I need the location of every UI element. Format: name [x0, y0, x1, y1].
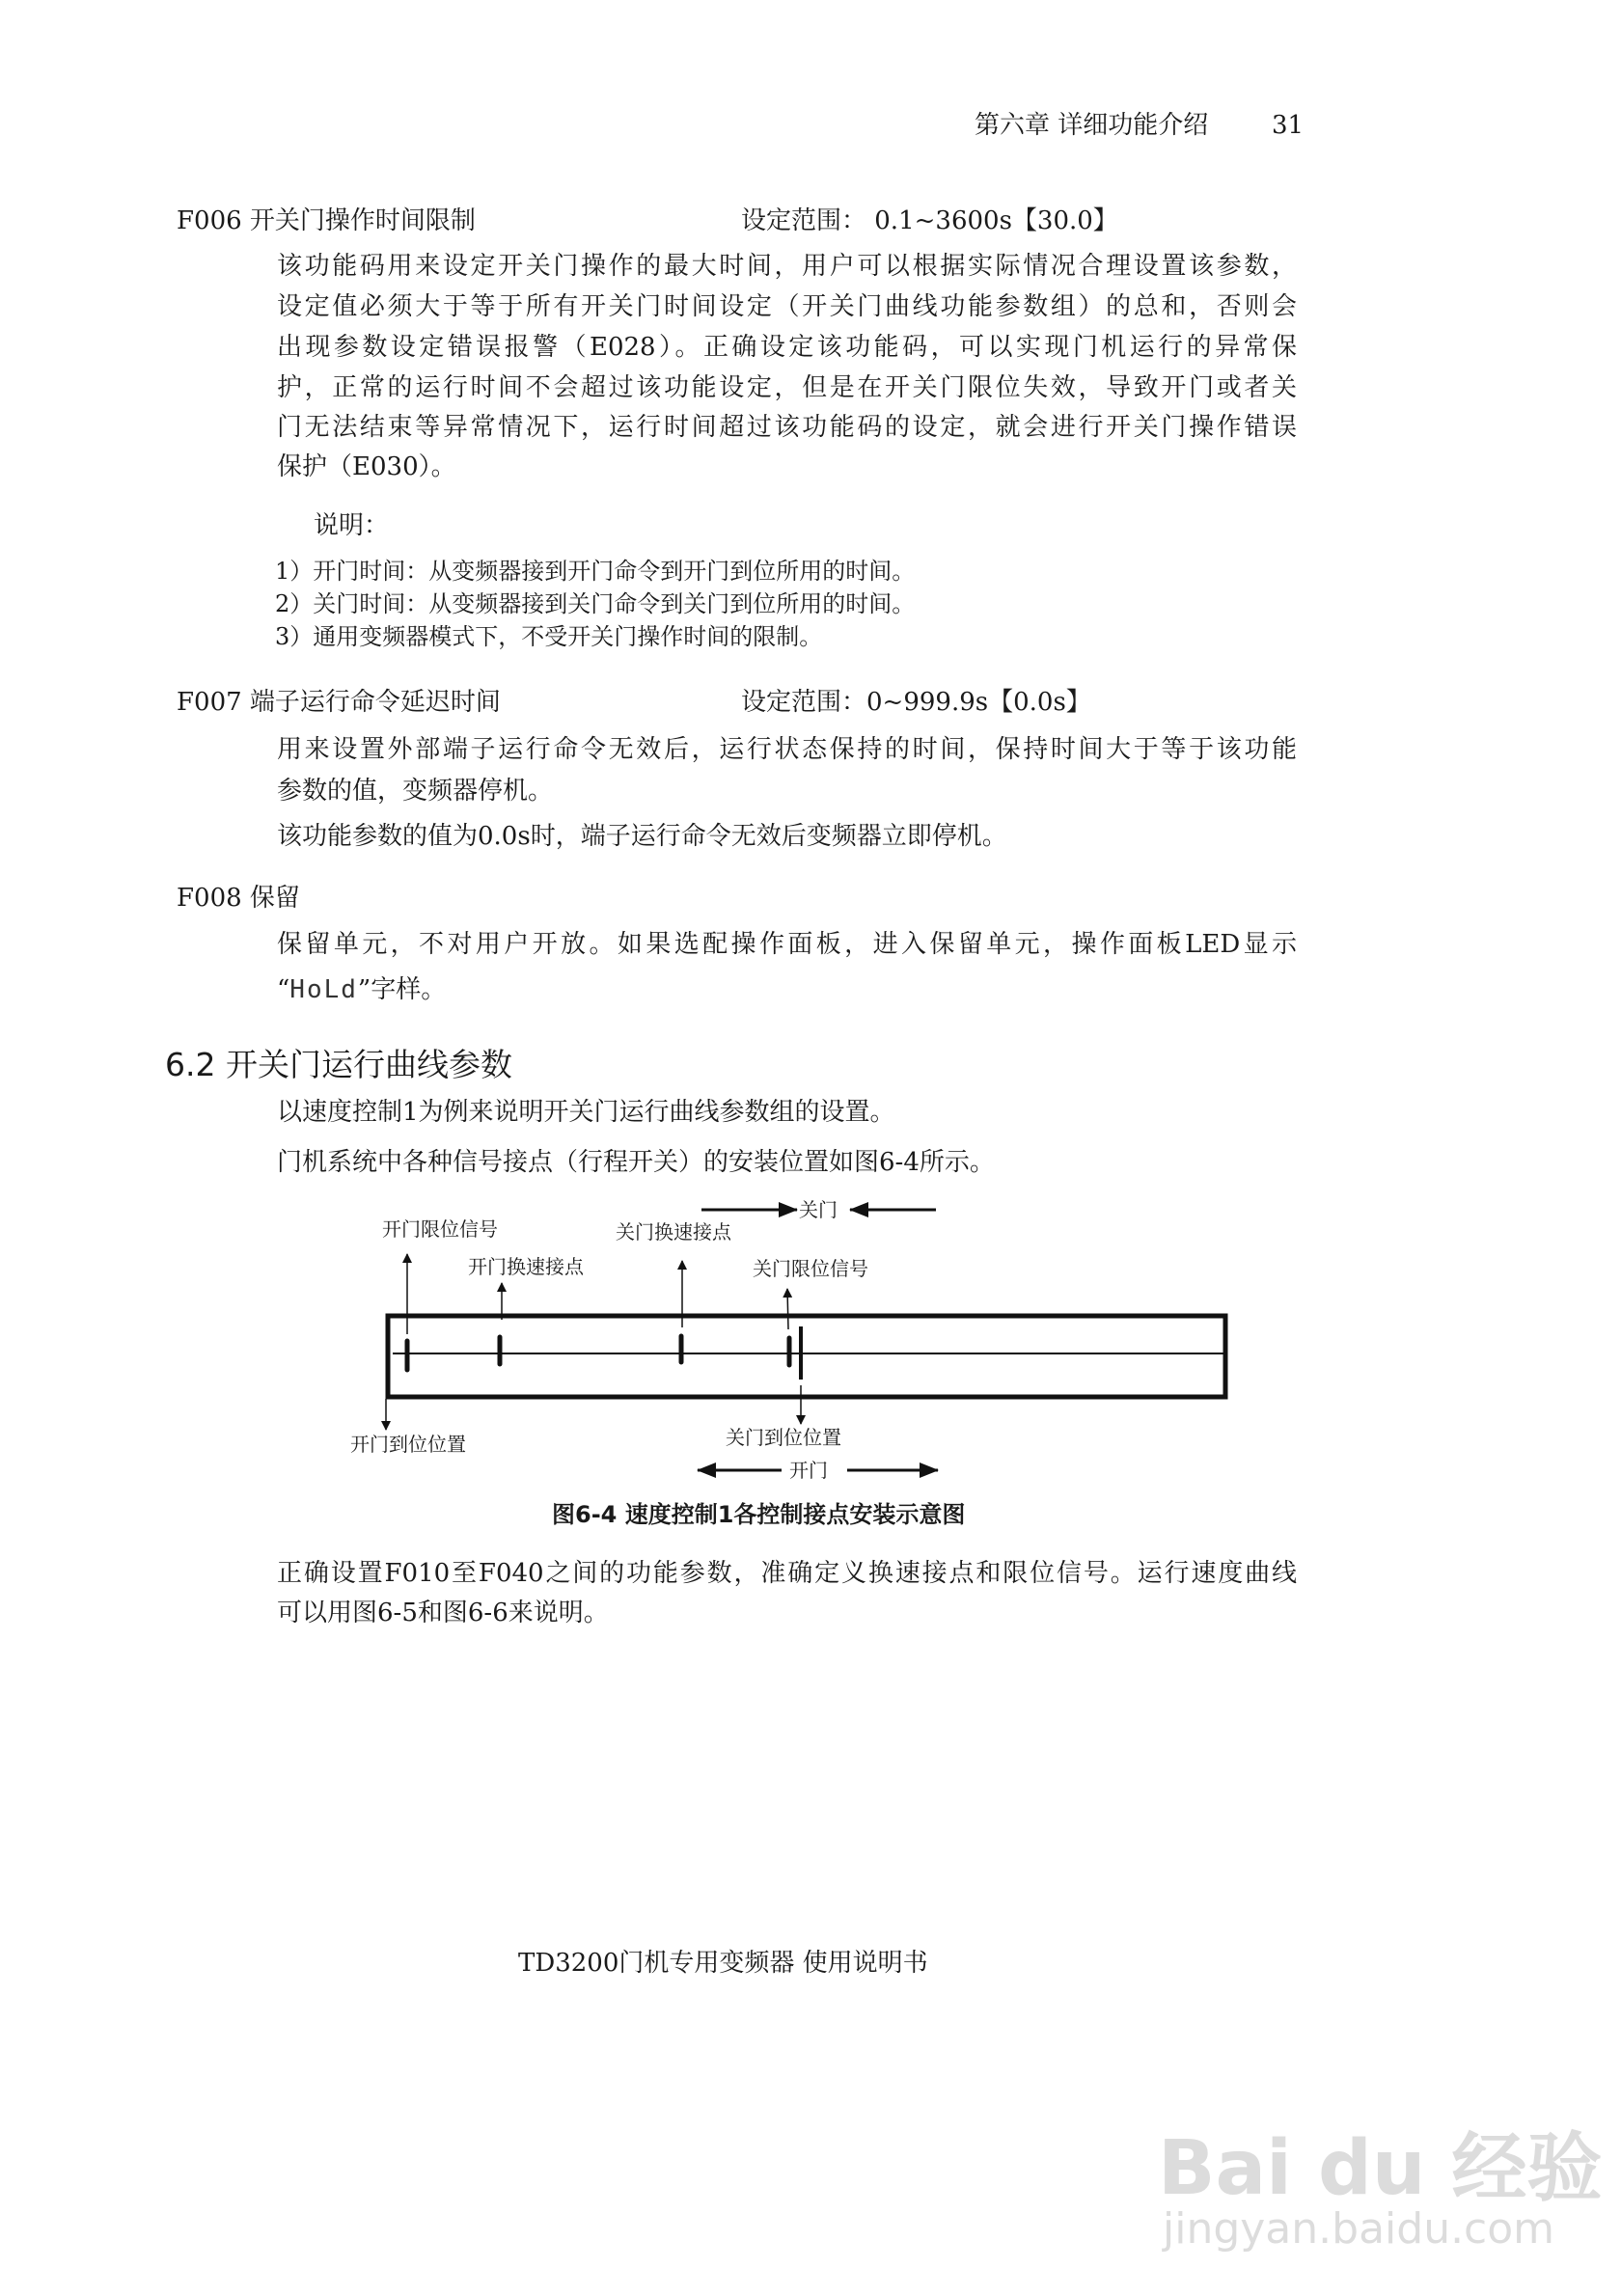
paragraph-line: 设定值必须大于等于所有开关门时间设定（开关门曲线功能参数组）的总和，否则会 [277, 292, 1297, 321]
note-title: 说明： [314, 511, 390, 540]
label-open-limit-signal: 开门限位信号 [382, 1217, 498, 1241]
paragraph-line: 以速度控制1为例来说明开关门运行曲线参数组的设置。 [277, 1098, 895, 1127]
label-close-position: 关门到位位置 [726, 1426, 841, 1449]
param-range: 设定范围： 0.1~3600s【30.0】 [741, 206, 1118, 235]
section-heading: 6.2 开关门运行曲线参数 [165, 1046, 512, 1083]
label-open-position: 开门到位位置 [350, 1433, 466, 1456]
watermark-url: jingyan.baidu.com [1163, 2204, 1555, 2254]
paragraph-line: 出现参数设定错误报警（E028）。正确设定该功能码，可以实现门机运行的异常保 [277, 333, 1297, 362]
paragraph-line: 护，正常的运行时间不会超过该功能设定，但是在开关门限位失效，导致开门或者关 [277, 373, 1297, 402]
paragraph-line: 参数的值，变频器停机。 [277, 777, 554, 806]
param-range: 设定范围：0~999.9s【0.0s】 [741, 688, 1091, 717]
arrow-up-close-limit [787, 1289, 788, 1329]
door-track-box [388, 1316, 1225, 1397]
led-hold-display: HoLd [289, 975, 358, 1004]
label-close-limit-signal: 关门限位信号 [753, 1257, 868, 1280]
paragraph-line: 门机系统中各种信号接点（行程开关）的安装位置如图6-4所示。 [277, 1148, 995, 1177]
label-close-direction: 关门 [799, 1198, 838, 1221]
page-footer: TD3200门机专用变频器 使用说明书 [518, 1949, 928, 1978]
param-title: F008 保留 [177, 884, 300, 913]
paragraph-line: 该功能参数的值为0.0s时，端子运行命令无效后变频器立即停机。 [277, 822, 1007, 851]
param-title: F007 端子运行命令延迟时间 [177, 688, 501, 717]
figure-caption: 图6-4 速度控制1各控制接点安装示意图 [552, 1501, 966, 1528]
paragraph-line: 保留单元，不对用户开放。如果选配操作面板，进入保留单元，操作面板LED显示 [277, 930, 1297, 959]
label-close-speed-change: 关门换速接点 [616, 1220, 731, 1244]
page-number: 31 [1272, 111, 1305, 140]
paragraph-line: 保护（E030）。 [277, 452, 456, 481]
param-title: F006 开关门操作时间限制 [177, 206, 476, 235]
chapter-title: 第六章 详细功能介绍 [975, 111, 1209, 140]
paragraph-line: 用来设置外部端子运行命令无效后，运行状态保持的时间，保持时间大于等于该功能 [277, 735, 1297, 764]
label-open-speed-change: 开门换速接点 [468, 1255, 584, 1278]
label-open-direction: 开门 [789, 1459, 828, 1482]
paragraph-line: 可以用图6-5和图6-6来说明。 [277, 1599, 609, 1627]
quote-open: “ [277, 975, 290, 1004]
paragraph-line: 正确设置F010至F040之间的功能参数，准确定义换速接点和限位信号。运行速度曲线 [277, 1559, 1297, 1588]
note-item: 1）开门时间：从变频器接到开门命令到开门到位所用的时间。 [275, 558, 916, 585]
paragraph-line: 该功能码用来设定开关门操作的最大时间，用户可以根据实际情况合理设置该参数， [277, 252, 1297, 281]
quote-close: ”字样。 [357, 975, 447, 1004]
note-item: 2）关门时间：从变频器接到关门命令到关门到位所用的时间。 [275, 590, 916, 617]
note-item: 3）通用变频器模式下，不受开关门操作时间的限制。 [275, 623, 823, 650]
watermark-brand: Bai du 经验 [1158, 2125, 1603, 2212]
paragraph-line: 门无法结束等异常情况下，运行时间超过该功能码的设定，就会进行开关门操作错误 [277, 413, 1297, 442]
